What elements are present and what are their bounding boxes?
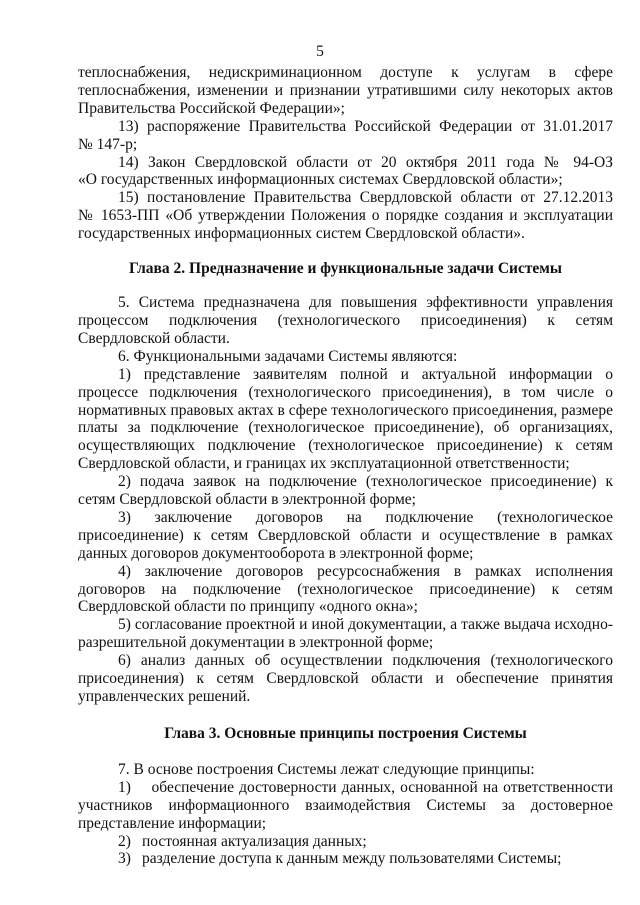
task-item-6: 6) анализ данных об осуществлении подключения (технологического присоединения) к сетям Свердловской области и обеспечение принятия управленческих решений. — [78, 652, 613, 705]
principle-3-number: 3) — [118, 850, 131, 868]
intro-line-3: Правительства Российской Федерации»; — [78, 99, 345, 117]
intro-line-2: теплоснабжения, изменении и признании утратившими силу некоторых актов — [78, 81, 613, 99]
reference-15-rest: № 1653-ПП «Об утверждении Положения о порядке создания и эксплуатации государственных информационных систем Свердловской области». — [78, 207, 613, 243]
paragraph-5: 5. Система предназначена для повышения эффективности управления процессом подключения (технологического присоединения) к сетям Свердловской области. — [78, 294, 613, 347]
principle-1-body: обеспечение достоверности данных, основанной на ответственности участников информационного взаимодействия Системы за достоверное представление информации; — [78, 778, 613, 832]
document-body — [78, 64, 613, 868]
reference-14-first-line: 14) Закон Свердловской области от 20 октября 2011 года № 94-ОЗ — [118, 153, 613, 171]
task-item-3: 3) заключение договоров на подключение (технологическое присоединение) к сетям Свердловской области и осуществление в рамках данных договоров документооборота в электронной форме; — [78, 508, 613, 562]
paragraph-7: 7. В основе построения Системы лежат следующие принципы: — [118, 760, 535, 778]
principle-1-number: 1) — [118, 778, 131, 796]
principle-item-3 — [78, 850, 613, 868]
principle-2-number: 2) — [118, 832, 131, 850]
reference-13-rest: № 147-р; — [78, 135, 138, 153]
principle-3-body: разделение доступа к данным между пользователями Системы; — [142, 850, 562, 868]
paragraph-6: 6. Функциональными задачами Системы являются: — [118, 347, 458, 365]
task-item-1: 1) представление заявителям полной и актуальной информации о процессе подключения (технологического присоединения), в том числе о нормативных правовых актах в сфере технологического присоединения, размере платы за подключение (технологическое присоединение), об организациях, осуществляющих подключение (технологическое присоединение) к сетям Свердловской области, и границах их эксплуатационной ответственности; — [78, 365, 613, 473]
reference-15-first-line: 15) постановление Правительства Свердловской области от 27.12.2013 — [118, 189, 613, 207]
principle-item-1 — [78, 779, 613, 833]
task-item-2: 2) подача заявок на подключение (технологическое присоединение) к сетям Свердловской области в электронной форме; — [78, 473, 613, 509]
reference-13-first-line: 13) распоряжение Правительства Российской Федерации от 31.01.2017 — [118, 117, 613, 135]
intro-line-1: теплоснабжения, недискриминационном доступе к услугам в сфере — [78, 64, 613, 81]
chapter-2-heading: Глава 2. Предназначение и функциональные задачи Системы — [129, 260, 562, 278]
principle-2-body: постоянная актуализация данных; — [142, 832, 367, 850]
reference-item-13 — [78, 118, 613, 154]
chapter-3-heading: Глава 3. Основные принципы построения Системы — [164, 724, 527, 742]
principle-1-text — [78, 779, 613, 833]
principle-item-2 — [78, 833, 613, 851]
reference-14-rest: «О государственных информационных системах Свердловской области»; — [78, 171, 563, 189]
task-item-4: 4) заключение договоров ресурсоснабжения в рамках исполнения договоров на подключение (технологическое присоединение) к сетям Свердловской области по принципу «одного окна»; — [78, 562, 613, 616]
reference-item-14 — [78, 154, 613, 190]
task-item-5: 5) согласование проектной и иной документации, а также выдача исходно-разрешительной документации в электронной форме; — [78, 616, 613, 652]
reference-item-15 — [78, 189, 613, 243]
page-number: 5 — [316, 43, 324, 60]
